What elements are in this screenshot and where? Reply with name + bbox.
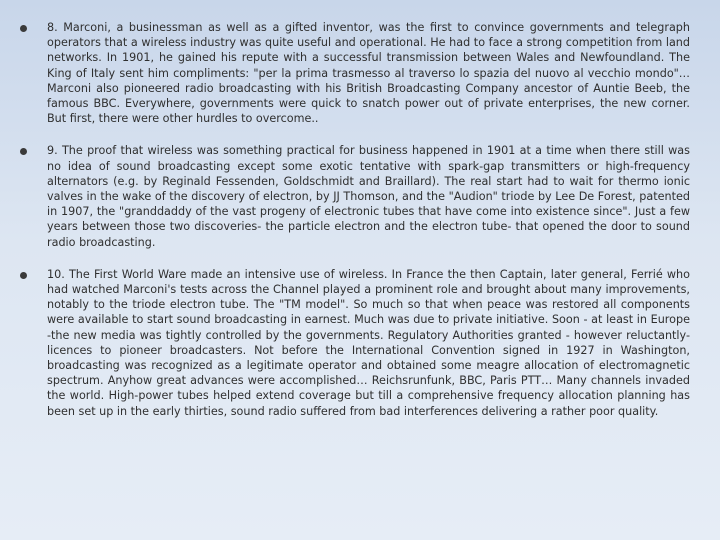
bullet-item-10 — [20, 267, 690, 419]
paragraph-wireless-proof: 9. The proof that wireless was something practical for business happened in 1901 at a time when there still was no idea of sound broadcasting except some exotic tentative with spark-gap transmitters or high-frequency alternators (e.g. by Reginald Fessenden, Goldschmidt and Braillard). The real start had to wait for thermo ionic valves in the wake of the discovery of electron, by JJ Thomson, and the "Audion" triode by Lee De Forest, patented in 1907, the "granddaddy of the vast progeny of electronic tubes that have come into existence since". Just a few years between those two discoveries- the particle electron and the electron tube- that opened the door to sound radio broadcasting. — [47, 144, 690, 249]
bullet-dot-icon — [20, 272, 27, 279]
bullet-item-9 — [20, 143, 690, 249]
bullet-dot-icon — [20, 25, 27, 32]
bullet-dot-icon — [20, 148, 27, 155]
bullet-item-8 — [20, 20, 690, 126]
paragraph-first-world-war: 10. The First World Ware made an intensive use of wireless. In France the then Captain, later general, Ferrié who had watched Marconi's tests across the Channel played a prominent role and brought about many improvements, notably to the triode electron tube. The "TM model". So much so that when peace was restored all components were available to start sound broadcasting in earnest. Much was due to private initiative. Soon - at least in Europe -the new media was tightly controlled by the governments. Regulatory Authorities granted - however reluctantly- licences to pioneer broadcasters. Not before the International Convention signed in 1927 in Washington, broadcasting was recognized as a legitimate operator and obtained some meagre allocation of electromagnetic spectrum. Anyhow great advances were accomplished… Reichsrunfunk, BBC, Paris PTT… Many channels invaded the world. High-power tubes helped extend coverage but till a comprehensive frequency allocation planning has been set up in the early thirties, sound radio suffered from bad interferences delivering a rather poor quality. — [47, 267, 690, 418]
paragraph-marconi: 8. Marconi, a businessman as well as a gifted inventor, was the first to convince governments and telegraph operators that a wireless industry was quite useful and operational. He had to face a strong competition from land networks. In 1901, he gained his repute with a successful transmission between Wales and Newfoundland. The King of Italy sent him compliments: "per la prima trasmesso al traverso lo spazia del nuovo al vecchio mondo"… Marconi also pioneered radio broadcasting with his British Broadcasting Company ancestor of Auntie Beeb, the famous BBC. Everywhere, governments were quick to snatch power out of private enterprises, the new corner. But first, there were other hurdles to overcome.. — [47, 21, 690, 126]
